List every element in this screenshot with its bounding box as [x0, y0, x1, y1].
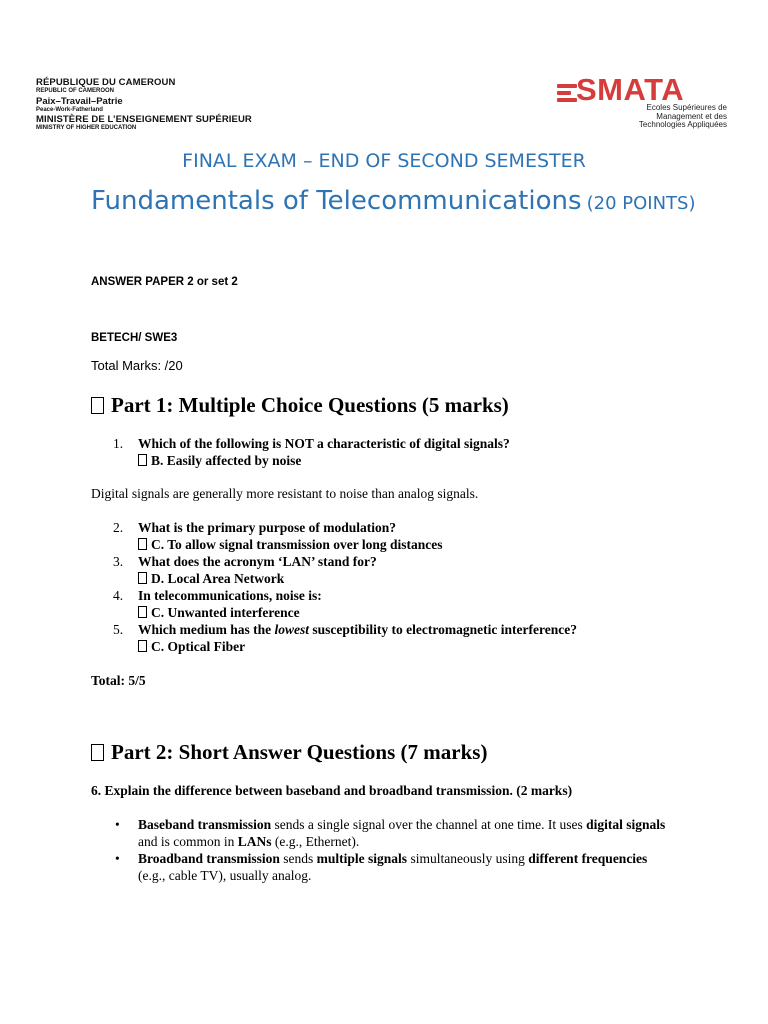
question-3-text: What does the acronym ‘LAN’ stand for?	[138, 554, 377, 569]
esmata-logo	[557, 72, 729, 132]
question-2-answer: C. To allow signal transmission over long distances	[138, 536, 443, 553]
part2-heading	[91, 740, 487, 765]
total-marks: Total Marks: /20	[91, 358, 183, 373]
exam-title: FINAL EXAM – END OF SECOND SEMESTER	[182, 150, 586, 172]
checkbox-glyph-icon	[91, 744, 104, 761]
checkbox-glyph-icon	[138, 572, 147, 584]
ministry-fr: MINISTÈRE DE L’ENSEIGNEMENT SUPÉRIEUR	[36, 114, 252, 125]
question-6: 6. Explain the difference between baseband and broadband transmission. (2 marks)	[91, 783, 573, 798]
logo-bars-icon	[557, 80, 577, 106]
course-points: (20 POINTS)	[586, 193, 696, 214]
question-5-text: Which medium has the lowest susceptibility to electromagnetic interference?	[138, 622, 577, 637]
government-header	[36, 77, 252, 132]
part1-heading	[91, 393, 509, 418]
part2-title: Part 2: Short Answer Questions (7 marks)	[111, 740, 488, 764]
part1-total: Total: 5/5	[91, 673, 146, 688]
question-3-answer: D. Local Area Network	[138, 570, 284, 587]
question-5-answer: C. Optical Fiber	[138, 638, 245, 655]
logo-wordmark: SMATA	[576, 72, 685, 107]
list-item: • Baseband transmission sends a single signal over the channel at one time. It uses digital signals and is common in LANs (e.g., Ethernet).	[115, 817, 666, 849]
question-1-answer: B. Easily affected by noise	[138, 452, 301, 469]
question-1-text: Which of the following is NOT a characteristic of digital signals?	[138, 436, 510, 451]
question-4-text: In telecommunications, noise is:	[138, 588, 322, 603]
class-code: BETECH/ SWE3	[91, 332, 178, 344]
ministry-en: MINISTRY OF HIGHER EDUCATION	[36, 125, 137, 131]
checkbox-glyph-icon	[138, 454, 147, 466]
course-name: Fundamentals of Telecommunications	[91, 186, 582, 216]
course-title	[91, 186, 711, 219]
republic-en: REPUBLIC OF CAMEROON	[36, 88, 114, 94]
checkbox-glyph-icon	[91, 397, 104, 414]
question-2-text: What is the primary purpose of modulation?	[138, 520, 397, 535]
answer-bullets	[115, 816, 675, 884]
logo-tagline: Ecoles Supérieures de Management et des Technologies Appliquées	[638, 103, 727, 129]
answer-paper-label: ANSWER PAPER 2 or set 2	[91, 276, 238, 288]
checkbox-glyph-icon	[138, 606, 147, 618]
checkbox-glyph-icon	[138, 640, 147, 652]
motto-fr: Paix–Travail–Patrie	[36, 96, 123, 107]
list-item: • Broadband transmission sends multiple signals simultaneously using different frequencies (e.g., cable TV), usually analog.	[115, 851, 648, 883]
motto-en: Peace-Work-Fatherland	[36, 107, 103, 113]
note-digital-signals: Digital signals are generally more resistant to noise than analog signals.	[91, 486, 479, 501]
question-4-answer: C. Unwanted interference	[138, 604, 300, 621]
republic-fr: RÉPUBLIQUE DU CAMEROUN	[36, 77, 176, 88]
checkbox-glyph-icon	[138, 538, 147, 550]
part1-title: Part 1: Multiple Choice Questions (5 marks)	[111, 393, 509, 417]
